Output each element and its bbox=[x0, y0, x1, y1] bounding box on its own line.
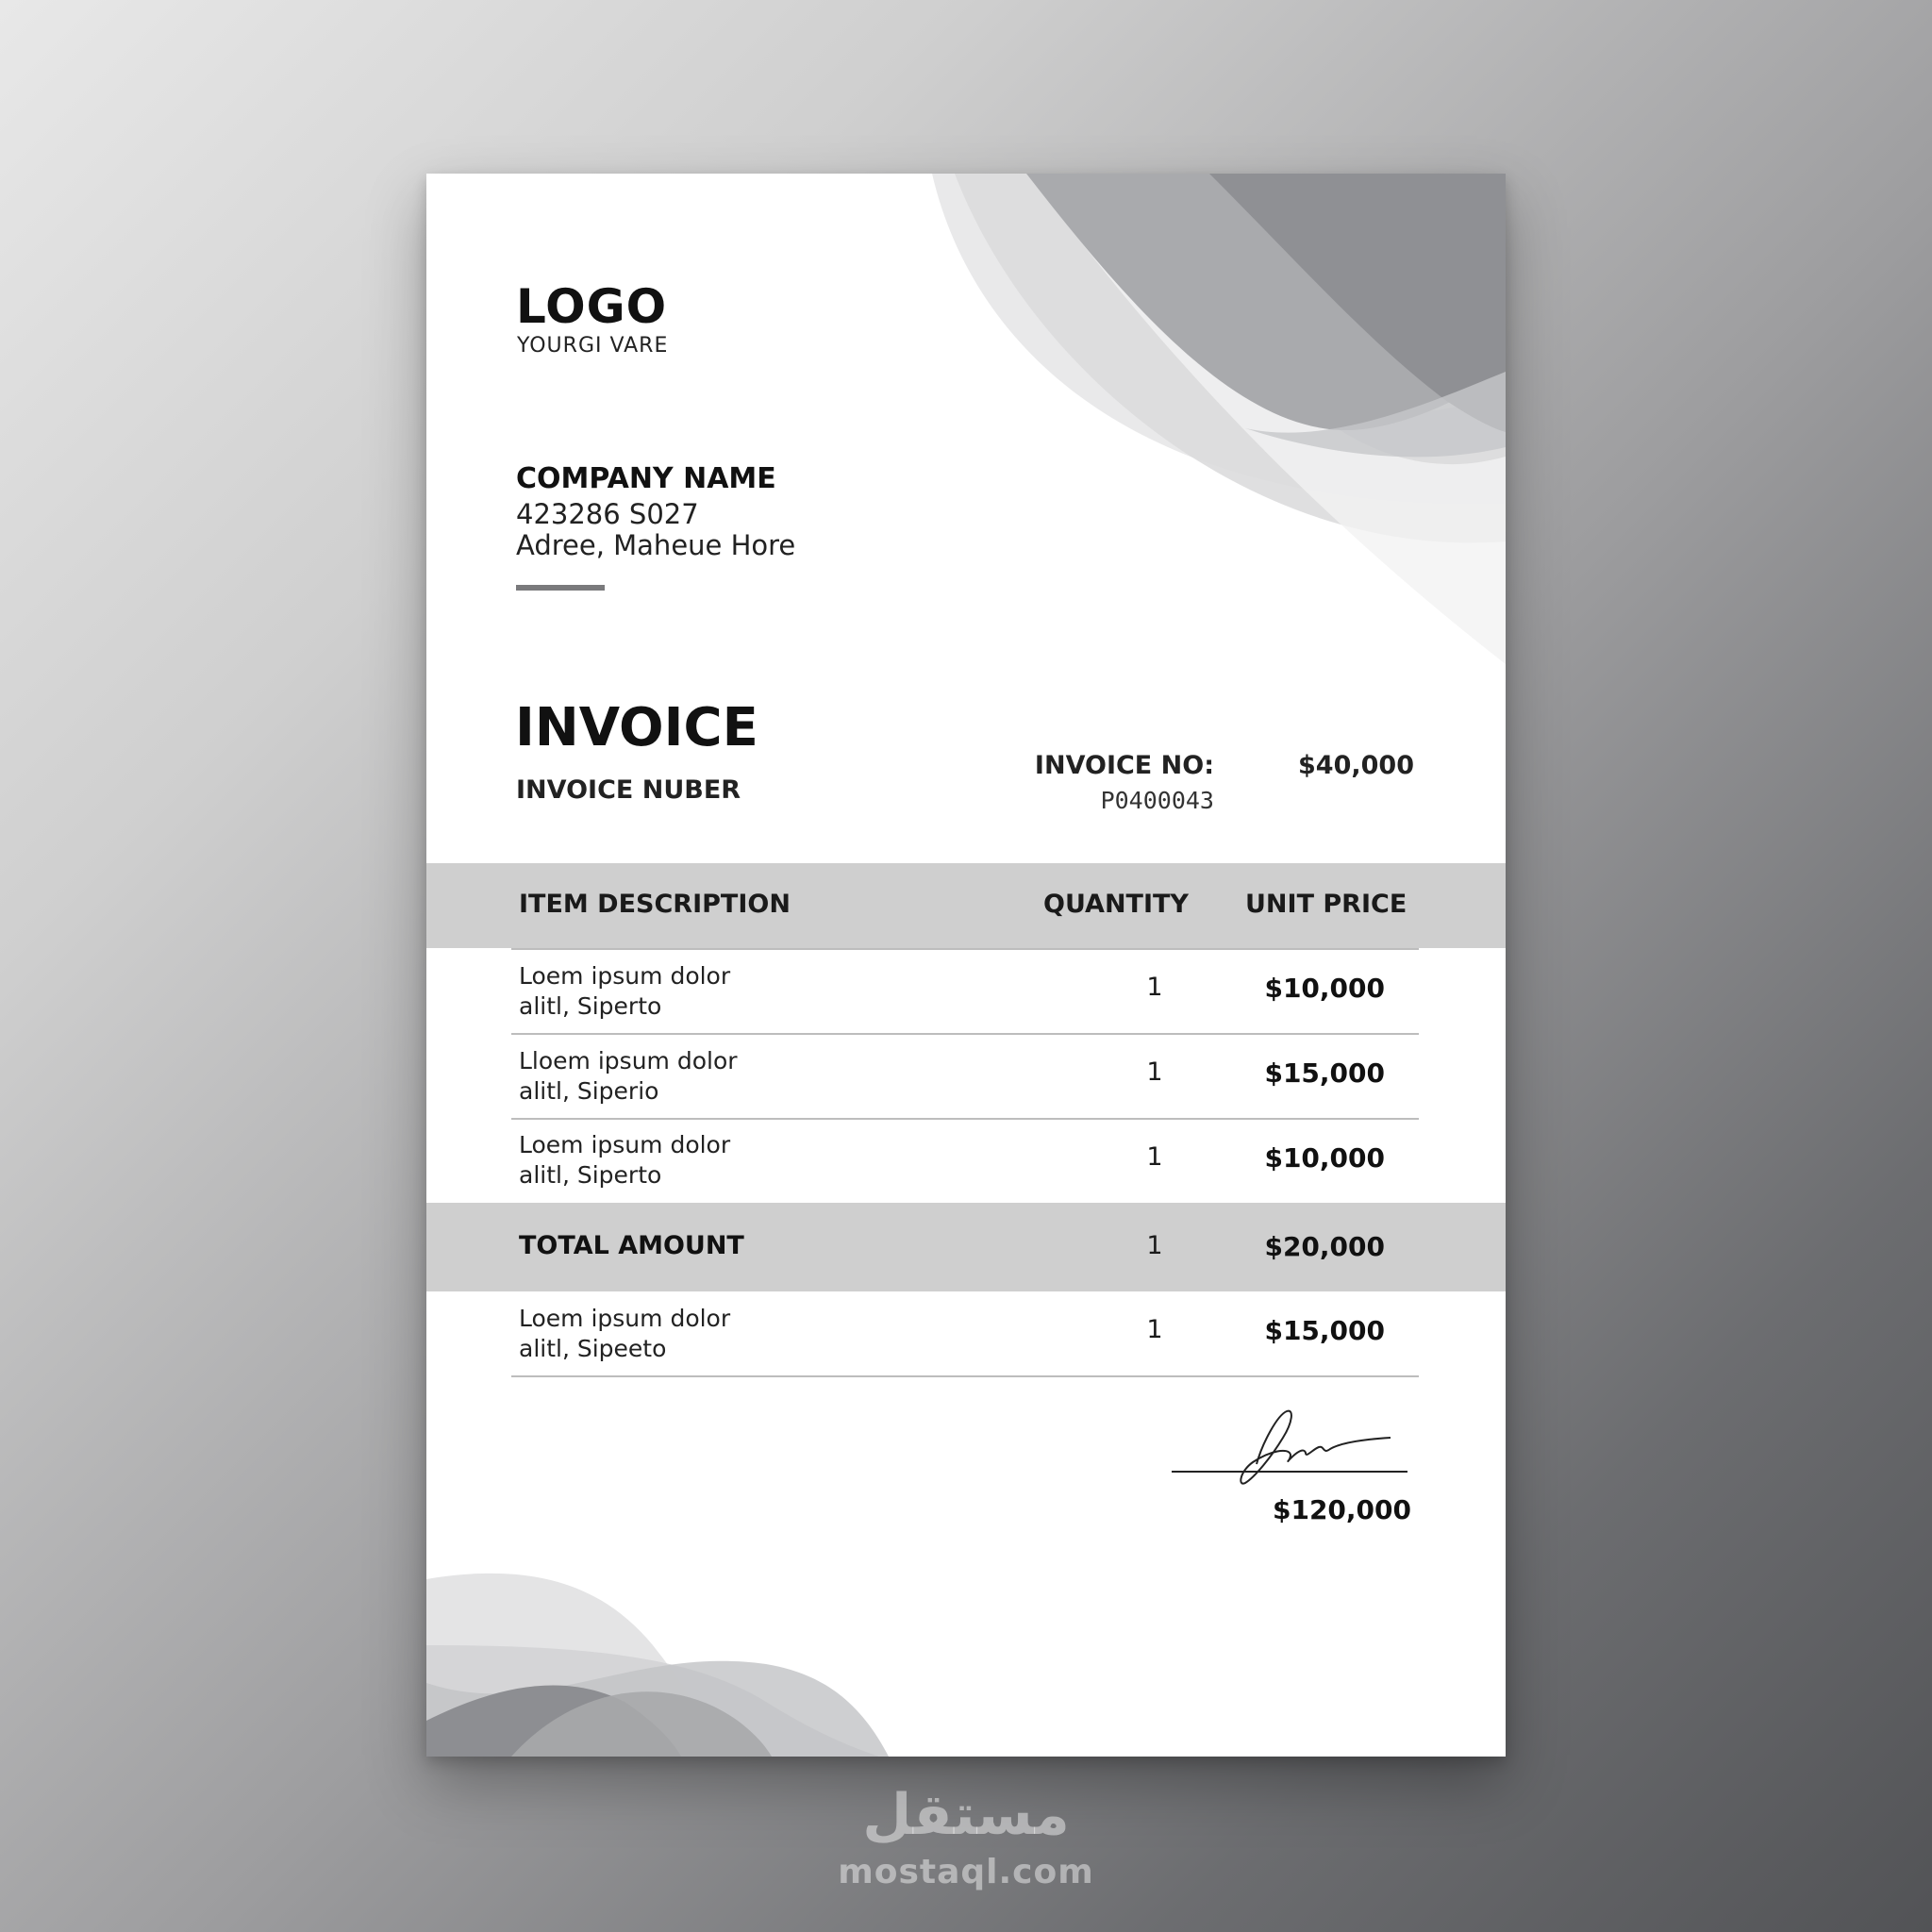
grand-total: $120,000 bbox=[1272, 1494, 1411, 1525]
row-quantity: 1 bbox=[1146, 1058, 1163, 1087]
table-row bbox=[519, 1046, 738, 1107]
row-quantity: 1 bbox=[1146, 973, 1163, 1002]
table-row bbox=[519, 961, 730, 1022]
top-wave-decoration bbox=[426, 174, 1506, 740]
company-name: COMPANY NAME bbox=[516, 462, 776, 495]
watermark-arabic: مستقل bbox=[862, 1782, 1070, 1848]
invoice-sheet bbox=[426, 174, 1506, 1757]
logo-text: LOGO bbox=[516, 279, 668, 334]
invoice-amount: $40,000 bbox=[1298, 751, 1414, 780]
table-rule bbox=[511, 1033, 1419, 1035]
table-row bbox=[519, 1130, 730, 1191]
signature-icon bbox=[1172, 1406, 1426, 1491]
invoice-title: INVOICE bbox=[515, 697, 758, 758]
row-description-line1: Loem ipsum dolor bbox=[519, 1131, 731, 1158]
row-price: $10,000 bbox=[1264, 1142, 1385, 1174]
invoice-number-label: INVOICE NO: bbox=[1034, 751, 1214, 780]
row-description-line2: alitl, Siperto bbox=[519, 992, 662, 1020]
row-quantity: 1 bbox=[1146, 1315, 1163, 1344]
row-description-line2: alitl, Sipeeto bbox=[519, 1335, 667, 1362]
header-divider bbox=[516, 585, 605, 591]
row-price: $10,000 bbox=[1264, 973, 1385, 1004]
total-price: $20,000 bbox=[1264, 1231, 1385, 1262]
table-rule bbox=[511, 1375, 1419, 1377]
table-rule bbox=[511, 1118, 1419, 1120]
total-quantity: 1 bbox=[1146, 1231, 1163, 1260]
row-price: $15,000 bbox=[1264, 1315, 1385, 1346]
row-price: $15,000 bbox=[1264, 1058, 1385, 1089]
row-description-line1: Loem ipsum dolor bbox=[519, 962, 731, 990]
table-rule bbox=[511, 948, 1419, 950]
invoice-subtitle: INVOICE NUBER bbox=[516, 775, 741, 805]
row-quantity: 1 bbox=[1146, 1142, 1163, 1172]
logo-tagline: YOURGI VARE bbox=[517, 334, 669, 358]
company-phone: 423286 S027 bbox=[516, 498, 699, 530]
row-description-line1: Lloem ipsum dolor bbox=[519, 1047, 738, 1074]
header-quantity: QUANTITY bbox=[1043, 890, 1189, 919]
header-unit-price: UNIT PRICE bbox=[1245, 890, 1407, 919]
row-description-line2: alitl, Siperto bbox=[519, 1161, 662, 1189]
watermark-domain: mostaql.com bbox=[838, 1853, 1094, 1891]
table-row bbox=[519, 1304, 730, 1364]
total-amount-label: TOTAL AMOUNT bbox=[519, 1231, 744, 1260]
row-description-line1: Loem ipsum dolor bbox=[519, 1305, 731, 1332]
invoice-number-value: P0400043 bbox=[1100, 787, 1214, 814]
watermark-logo-icon bbox=[845, 1777, 1087, 1853]
header-item-description: ITEM DESCRIPTION bbox=[519, 890, 791, 919]
company-address: Adree, Maheue Hore bbox=[516, 529, 796, 561]
row-description-line2: alitl, Siperio bbox=[519, 1077, 659, 1105]
